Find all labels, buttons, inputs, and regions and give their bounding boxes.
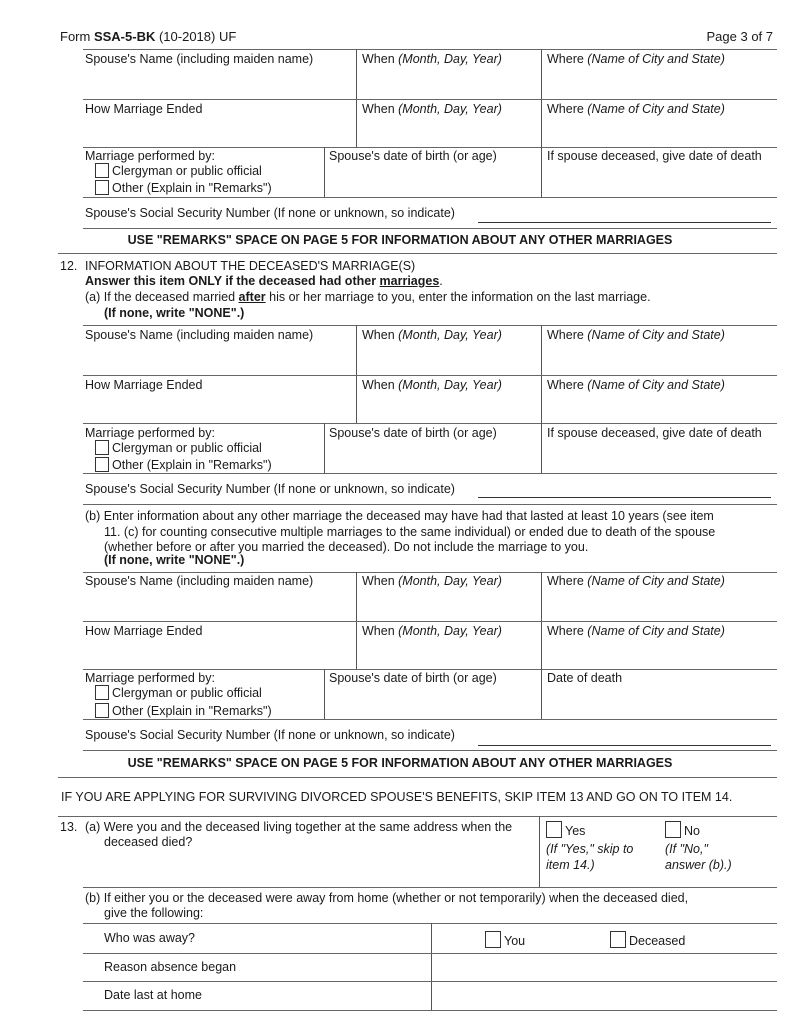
spouse-deceased-label: If spouse deceased, give date of death xyxy=(547,149,762,163)
divider xyxy=(83,504,777,505)
item12-title: INFORMATION ABOUT THE DECEASED'S MARRIAGE(S) xyxy=(85,259,416,273)
divider xyxy=(83,1010,777,1011)
divider xyxy=(83,621,777,622)
divider xyxy=(83,99,777,100)
divider xyxy=(83,572,777,573)
divider xyxy=(83,375,777,376)
divider xyxy=(356,325,357,423)
how-ended-label: How Marriage Ended xyxy=(85,102,203,116)
divider xyxy=(324,147,325,197)
performed-by-label: Marriage performed by: xyxy=(85,426,215,440)
divider xyxy=(83,325,777,326)
other-option[interactable]: Other (Explain in "Remarks") xyxy=(95,457,272,472)
divider xyxy=(324,423,325,473)
clergyman-option[interactable]: Clergyman or public official xyxy=(95,685,262,700)
divider xyxy=(431,923,432,1010)
item12a-text: (a) If the deceased married after his or her marriage to you, enter the information on the last marriage. xyxy=(85,290,651,304)
reason-absence-label: Reason absence began xyxy=(104,960,237,974)
ssn-field-12b[interactable] xyxy=(478,745,771,746)
who-away-label: Who was away? xyxy=(104,931,196,945)
divider xyxy=(58,777,777,778)
where-ended-label: Where (Name of City and State) xyxy=(547,102,725,116)
no-checkbox[interactable] xyxy=(665,821,681,838)
other-option[interactable]: Other (Explain in "Remarks") xyxy=(95,703,272,718)
living-together-yes-option[interactable]: Yes xyxy=(546,821,585,838)
remarks-notice: USE "REMARKS" SPACE ON PAGE 5 FOR INFORMATION ABOUT ANY OTHER MARRIAGES xyxy=(127,233,673,247)
item13-number: 13. xyxy=(60,820,78,834)
spouse-dob-field-12b[interactable] xyxy=(328,688,536,716)
divider xyxy=(83,750,777,751)
divider xyxy=(541,325,542,423)
how-ended-label: How Marriage Ended xyxy=(85,378,203,392)
living-together-no-option[interactable]: No xyxy=(665,821,700,838)
when-married-label: When (Month, Day, Year) xyxy=(362,574,502,588)
spouse-name-label: Spouse's Name (including maiden name) xyxy=(85,52,314,66)
when-married-label: When (Month, Day, Year) xyxy=(362,328,502,342)
end-place-field-12b[interactable] xyxy=(545,640,773,666)
clergyman-checkbox[interactable] xyxy=(95,440,109,455)
how-ended-field-12a[interactable] xyxy=(85,394,350,420)
divider xyxy=(83,147,777,148)
where-married-label: Where (Name of City and State) xyxy=(547,52,725,66)
marriage-date-field-12b[interactable] xyxy=(360,590,535,618)
death-date-field-12b[interactable] xyxy=(545,688,773,716)
when-married-label: When (Month, Day, Year) xyxy=(362,52,502,66)
divider xyxy=(324,669,325,719)
item12-number: 12. xyxy=(60,259,78,273)
item13a-text-line2: deceased died? xyxy=(104,835,193,849)
item12b-text-line3: (whether before or after you married the deceased). Do not include the marriage to you. xyxy=(104,540,589,554)
spouse-name-field-12a[interactable] xyxy=(85,344,350,372)
spouse-dob-field-12a[interactable] xyxy=(328,442,536,470)
clergyman-option[interactable]: Clergyman or public official xyxy=(95,163,262,178)
form-revision: (10-2018) UF xyxy=(155,29,237,44)
divider xyxy=(83,887,777,888)
divider xyxy=(83,49,777,50)
form-prefix: Form xyxy=(60,29,94,44)
clergyman-checkbox[interactable] xyxy=(95,163,109,178)
clergyman-option[interactable]: Clergyman or public official xyxy=(95,440,262,455)
ssn-label: Spouse's Social Security Number (If none or unknown, so indicate) xyxy=(85,482,455,496)
yes-checkbox[interactable] xyxy=(546,821,562,838)
item13a-text-line1: (a) Were you and the deceased living together at the same address when the xyxy=(85,820,513,834)
divider xyxy=(83,719,777,720)
spouse-dob-label: Spouse's date of birth (or age) xyxy=(329,149,497,163)
page-number: Page 3 of 7 xyxy=(706,29,773,44)
marriage-place-field[interactable] xyxy=(545,68,773,96)
end-date-field-12a[interactable] xyxy=(360,394,535,420)
where-married-label: Where (Name of City and State) xyxy=(547,328,725,342)
divider xyxy=(541,147,542,197)
divider xyxy=(83,669,777,670)
no-note: (If "No," xyxy=(665,842,708,856)
spouse-name-label: Spouse's Name (including maiden name) xyxy=(85,574,314,588)
ssn-field-12a[interactable] xyxy=(478,497,771,498)
divider xyxy=(83,953,777,954)
where-ended-label: Where (Name of City and State) xyxy=(547,624,725,638)
when-ended-label: When (Month, Day, Year) xyxy=(362,624,502,638)
divider xyxy=(83,228,777,229)
divider xyxy=(541,423,542,473)
how-ended-field[interactable] xyxy=(85,118,350,144)
where-ended-label: Where (Name of City and State) xyxy=(547,378,725,392)
deceased-checkbox[interactable] xyxy=(610,931,626,948)
form-id xyxy=(60,29,236,44)
other-checkbox[interactable] xyxy=(95,703,109,718)
spouse-death-date-field[interactable] xyxy=(545,166,773,194)
divider xyxy=(83,197,777,198)
you-checkbox[interactable] xyxy=(485,931,501,948)
remarks-notice: USE "REMARKS" SPACE ON PAGE 5 FOR INFORMATION ABOUT ANY OTHER MARRIAGES xyxy=(127,756,673,770)
spouse-dob-label: Spouse's date of birth (or age) xyxy=(329,426,497,440)
no-note: answer (b).) xyxy=(665,858,732,872)
divider xyxy=(539,816,540,887)
item13b-text-line2: give the following: xyxy=(104,906,204,920)
marriage-place-field-12b[interactable] xyxy=(545,590,773,618)
divider xyxy=(58,816,777,817)
spouse-name-field[interactable] xyxy=(85,68,350,96)
when-ended-label: When (Month, Day, Year) xyxy=(362,102,502,116)
item12b-none-note: (If none, write "NONE".) xyxy=(104,553,245,567)
divider xyxy=(541,49,542,147)
clergyman-checkbox[interactable] xyxy=(95,685,109,700)
spouse-deceased-label: If spouse deceased, give date of death xyxy=(547,426,762,440)
yes-note: (If "Yes," skip to xyxy=(546,842,634,856)
ssn-label: Spouse's Social Security Number (If none or unknown, so indicate) xyxy=(85,206,455,220)
end-date-field-12b[interactable] xyxy=(360,640,535,666)
ssn-label: Spouse's Social Security Number (If none or unknown, so indicate) xyxy=(85,728,455,742)
reason-absence-field[interactable] xyxy=(436,956,772,980)
how-ended-label: How Marriage Ended xyxy=(85,624,203,638)
end-date-field[interactable] xyxy=(360,118,535,144)
where-married-label: Where (Name of City and State) xyxy=(547,574,725,588)
yes-note: item 14.) xyxy=(546,858,595,872)
item12-instruction: Answer this item ONLY if the deceased had other marriages. xyxy=(85,274,443,288)
other-checkbox[interactable] xyxy=(95,180,109,195)
marriage-date-field-12a[interactable] xyxy=(360,344,535,372)
spouse-name-label: Spouse's Name (including maiden name) xyxy=(85,328,314,342)
divider xyxy=(58,253,777,254)
how-ended-field-12b[interactable] xyxy=(85,640,350,666)
performed-by-label: Marriage performed by: xyxy=(85,149,215,163)
other-checkbox[interactable] xyxy=(95,457,109,472)
item12b-text-line1: (b) Enter information about any other marriage the deceased may have had that lasted at least 10 years (see item xyxy=(85,509,714,523)
end-place-field[interactable] xyxy=(545,118,773,144)
marriage-place-field-12a[interactable] xyxy=(545,344,773,372)
form-number: SSA-5-BK xyxy=(93,29,156,44)
end-place-field-12a[interactable] xyxy=(545,394,773,420)
away-deceased-option[interactable]: Deceased xyxy=(610,931,685,948)
item13b-text-line1: (b) If either you or the deceased were away from home (whether or not temporarily) when the deceased died, xyxy=(85,891,689,905)
divider xyxy=(83,923,777,924)
other-option[interactable]: Other (Explain in "Remarks") xyxy=(95,180,272,195)
spouse-dob-field[interactable] xyxy=(328,166,536,194)
item12a-none-note: (If none, write "NONE".) xyxy=(104,306,245,320)
divorced-spouse-notice: IF YOU ARE APPLYING FOR SURVIVING DIVORCED SPOUSE'S BENEFITS, SKIP ITEM 13 AND GO ON TO ITEM 14. xyxy=(61,790,733,804)
date-last-home-label: Date last at home xyxy=(104,988,202,1002)
away-you-option[interactable]: You xyxy=(485,931,525,948)
spouse-name-field-12b[interactable] xyxy=(85,590,350,618)
divider xyxy=(83,473,777,474)
performed-by-label: Marriage performed by: xyxy=(85,671,215,685)
divider xyxy=(541,669,542,719)
marriage-date-field[interactable] xyxy=(360,68,535,96)
date-last-home-field[interactable] xyxy=(436,984,772,1008)
date-of-death-label: Date of death xyxy=(547,671,623,685)
divider xyxy=(83,423,777,424)
divider xyxy=(83,981,777,982)
divider xyxy=(356,49,357,147)
ssn-field[interactable] xyxy=(478,222,771,223)
when-ended-label: When (Month, Day, Year) xyxy=(362,378,502,392)
spouse-death-date-field-12a[interactable] xyxy=(545,442,773,470)
spouse-dob-label: Spouse's date of birth (or age) xyxy=(329,671,497,685)
item12b-text-line2: 11. (c) for counting consecutive multiple marriages to the same individual) or ended due to death of the spouse xyxy=(104,525,716,539)
